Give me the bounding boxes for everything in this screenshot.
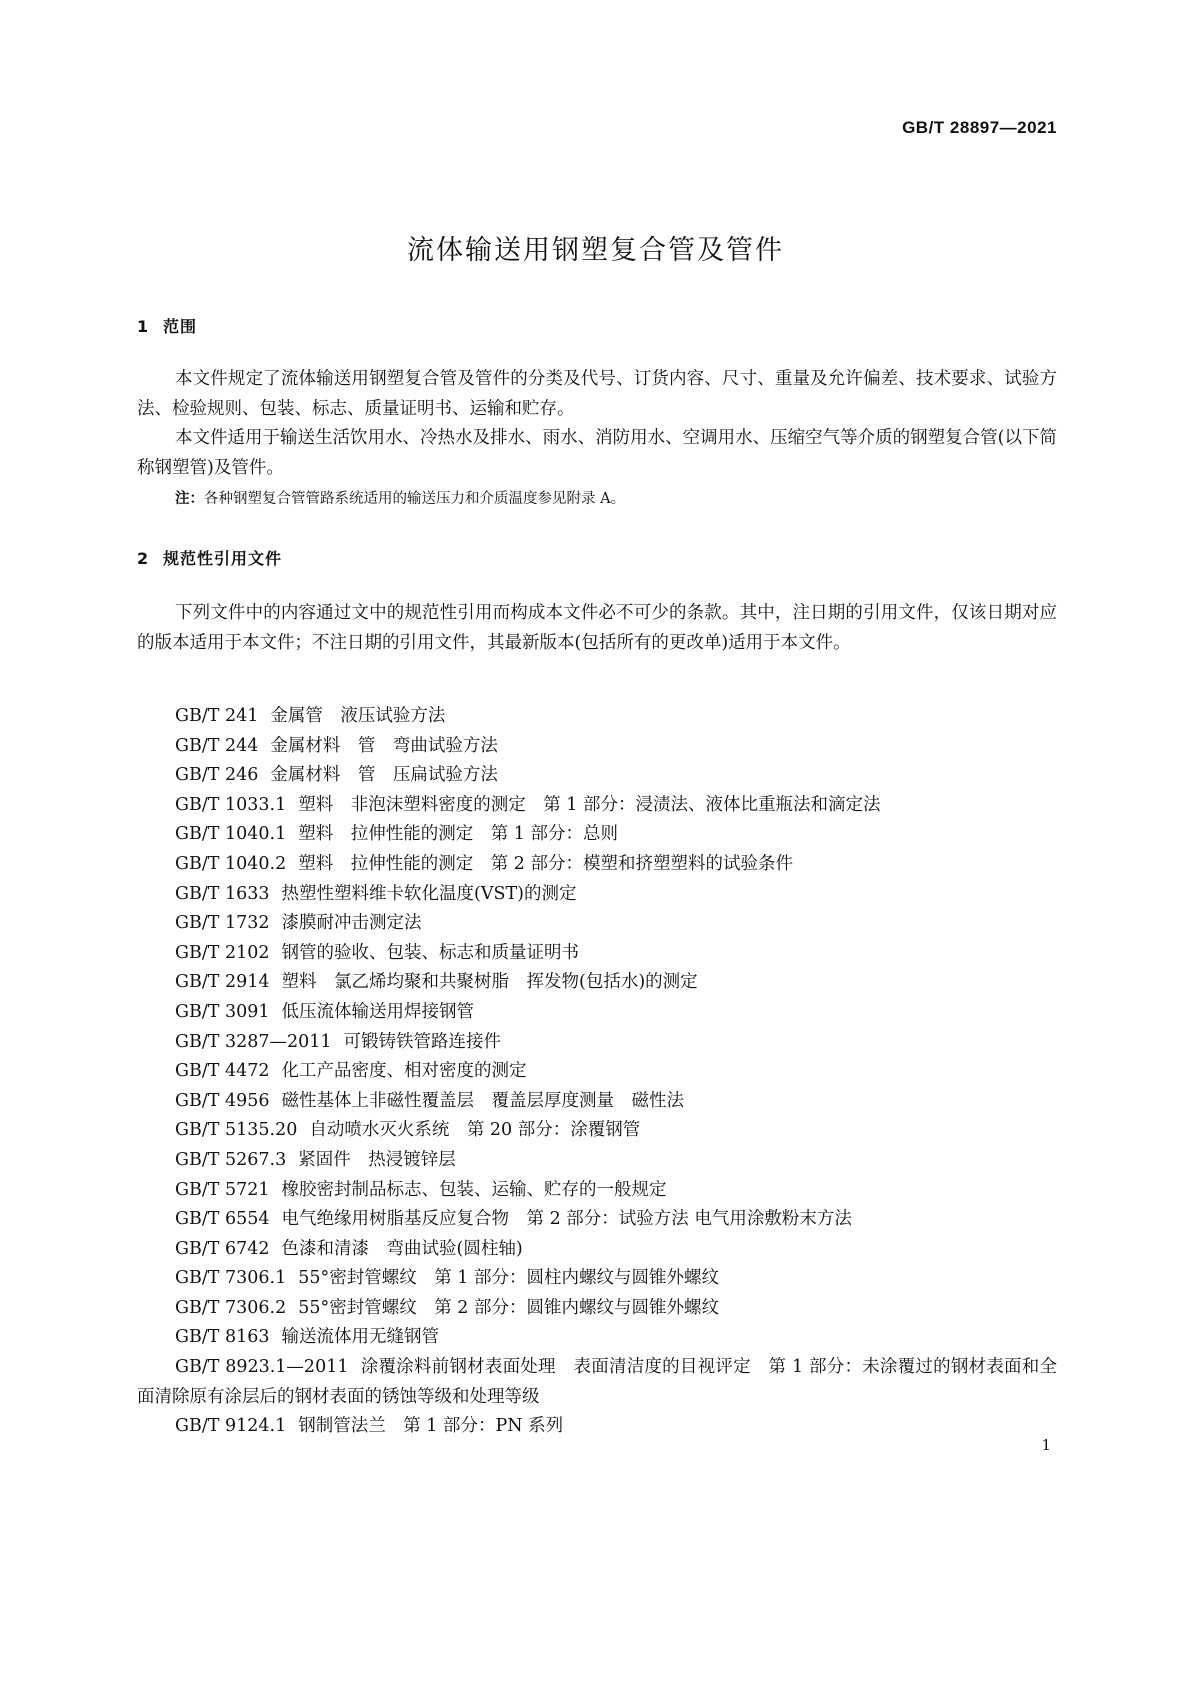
- reference-item: [137, 1294, 1057, 1324]
- reference-item: [137, 1087, 1057, 1117]
- reference-item: [137, 850, 1057, 880]
- reference-code: GB/T 5721: [175, 1179, 270, 1200]
- reference-code: GB/T 7306.2: [175, 1297, 287, 1318]
- reference-item: [137, 968, 1057, 998]
- reference-item: [137, 909, 1057, 939]
- reference-code: GB/T 1040.1: [175, 824, 287, 845]
- reference-title: 金属材料 管 弯曲试验方法: [270, 735, 498, 756]
- reference-code: GB/T 5135.20: [175, 1120, 298, 1141]
- reference-code: GB/T 5267.3: [175, 1149, 287, 1170]
- reference-title: 电气绝缘用树脂基反应复合物 第 2 部分：试验方法 电气用涂敷粉末方法: [281, 1209, 852, 1230]
- reference-title: 涂覆涂料前钢材表面处理 表面清洁度的目视评定 第 1 部分：未涂覆过的钢材表面和全面清除原有涂层后的钢材表面的锈蚀等级和处理等级: [137, 1357, 1057, 1407]
- reference-code: GB/T 1040.2: [175, 853, 287, 874]
- document-title: 流体输送用钢塑复合管及管件: [407, 235, 784, 266]
- reference-title: 橡胶密封制品标志、包装、运输、贮存的一般规定: [281, 1179, 667, 1200]
- reference-item: [137, 1264, 1057, 1294]
- reference-title: 自动喷水灭火系统 第 20 部分：涂覆钢管: [309, 1120, 641, 1141]
- reference-title: 漆膜耐冲击测定法: [281, 913, 422, 934]
- reference-title: 热塑性塑料维卡软化温度(VST)的测定: [281, 883, 577, 904]
- section-1-paragraph-1: 本文件规定了流体输送用钢塑复合管及管件的分类及代号、订货内容、尺寸、重量及允许偏差、技术要求、试验方法、检验规则、包装、标志、质量证明书、运输和贮存。: [137, 369, 1057, 419]
- section-1-heading: [137, 314, 197, 337]
- reference-code: GB/T 8923.1—2011: [175, 1357, 349, 1378]
- reference-item: [137, 732, 1057, 762]
- page-number: 1: [1041, 1436, 1051, 1454]
- reference-item: [137, 939, 1057, 969]
- reference-code: GB/T 246: [175, 765, 259, 786]
- reference-code: GB/T 4472: [175, 1061, 270, 1082]
- reference-code: GB/T 6554: [175, 1209, 270, 1230]
- reference-code: GB/T 241: [175, 706, 259, 726]
- reference-item: [137, 998, 1057, 1028]
- reference-item: [137, 1353, 1057, 1412]
- reference-code: GB/T 3091: [175, 1001, 270, 1022]
- reference-code: GB/T 1732: [175, 913, 270, 934]
- normative-references-list: [137, 702, 1057, 1442]
- note-text: 各种钢塑复合管管路系统适用的输送压力和介质温度参见附录 A。: [204, 491, 626, 507]
- section-2-heading: [137, 546, 282, 569]
- reference-title: 输送流体用无缝钢管: [281, 1327, 440, 1348]
- section-1-number: 1: [137, 317, 150, 336]
- reference-title: 钢制管法兰 第 1 部分：PN 系列: [298, 1416, 564, 1437]
- note-label: 注：: [175, 491, 204, 507]
- reference-code: GB/T 4956: [175, 1090, 270, 1111]
- reference-code: GB/T 2102: [175, 942, 270, 963]
- reference-title: 紧固件 热浸镀锌层: [298, 1149, 456, 1170]
- reference-title: 低压流体输送用焊接钢管: [281, 1001, 475, 1022]
- reference-title: 塑料 非泡沫塑料密度的测定 第 1 部分：浸渍法、液体比重瓶法和滴定法: [298, 794, 881, 815]
- reference-item: [137, 1028, 1057, 1058]
- reference-title: 可锻铸铁管路连接件: [343, 1031, 502, 1052]
- reference-title: 色漆和清漆 弯曲试验(圆柱轴): [281, 1238, 523, 1259]
- reference-title: 化工产品密度、相对密度的测定: [281, 1061, 527, 1082]
- section-2-number: 2: [137, 549, 150, 568]
- reference-code: GB/T 9124.1: [175, 1416, 287, 1437]
- reference-code: GB/T 1633: [175, 883, 270, 904]
- reference-title: 塑料 拉伸性能的测定 第 1 部分：总则: [298, 824, 618, 845]
- reference-item: [137, 1176, 1057, 1206]
- reference-item: [137, 1116, 1057, 1146]
- reference-title: 塑料 氯乙烯均聚和共聚树脂 挥发物(包括水)的测定: [281, 972, 698, 993]
- reference-title: 金属材料 管 压扁试验方法: [270, 765, 498, 786]
- reference-title: 金属管 液压试验方法: [270, 706, 446, 726]
- reference-item: [137, 791, 1057, 821]
- reference-code: GB/T 1033.1: [175, 794, 287, 815]
- reference-item: [137, 1412, 1057, 1442]
- reference-code: GB/T 3287—2011: [175, 1031, 332, 1052]
- reference-item: [137, 1205, 1057, 1235]
- reference-item: [137, 1146, 1057, 1176]
- section-1-paragraph-2: 本文件适用于输送生活饮用水、冷热水及排水、雨水、消防用水、空调用水、压缩空气等介质的钢塑复合管(以下简称钢塑管)及管件。: [137, 428, 1057, 478]
- reference-code: GB/T 2914: [175, 972, 270, 993]
- reference-item: [137, 1235, 1057, 1265]
- section-2-title: 规范性引用文件: [163, 549, 283, 568]
- reference-title: 磁性基体上非磁性覆盖层 覆盖层厚度测量 磁性法: [281, 1090, 685, 1111]
- reference-code: GB/T 8163: [175, 1327, 270, 1348]
- reference-item: [137, 761, 1057, 791]
- reference-code: GB/T 6742: [175, 1238, 270, 1259]
- reference-item: [137, 702, 1057, 732]
- reference-item: [137, 1057, 1057, 1087]
- reference-item: [137, 880, 1057, 910]
- reference-title: 钢管的验收、包装、标志和质量证明书: [281, 942, 580, 963]
- reference-item: [137, 1323, 1057, 1353]
- reference-title: 55°密封管螺纹 第 1 部分：圆柱内螺纹与圆锥外螺纹: [298, 1268, 719, 1289]
- standard-number: GB/T 28897—2021: [902, 118, 1057, 137]
- reference-title: 塑料 拉伸性能的测定 第 2 部分：模塑和挤塑塑料的试验条件: [298, 853, 793, 874]
- reference-title: 55°密封管螺纹 第 2 部分：圆锥内螺纹与圆锥外螺纹: [298, 1297, 719, 1318]
- reference-code: GB/T 7306.1: [175, 1268, 287, 1289]
- reference-item: [137, 820, 1057, 850]
- section-1-title: 范围: [163, 317, 198, 336]
- section-2-intro: 下列文件中的内容通过文中的规范性引用而构成本文件必不可少的条款。其中，注日期的引用文件，仅该日期对应的版本适用于本文件；不注日期的引用文件，其最新版本(包括所有的更改单)适用于本文件。: [137, 603, 1057, 653]
- reference-code: GB/T 244: [175, 735, 259, 756]
- section-1-note: [175, 489, 625, 509]
